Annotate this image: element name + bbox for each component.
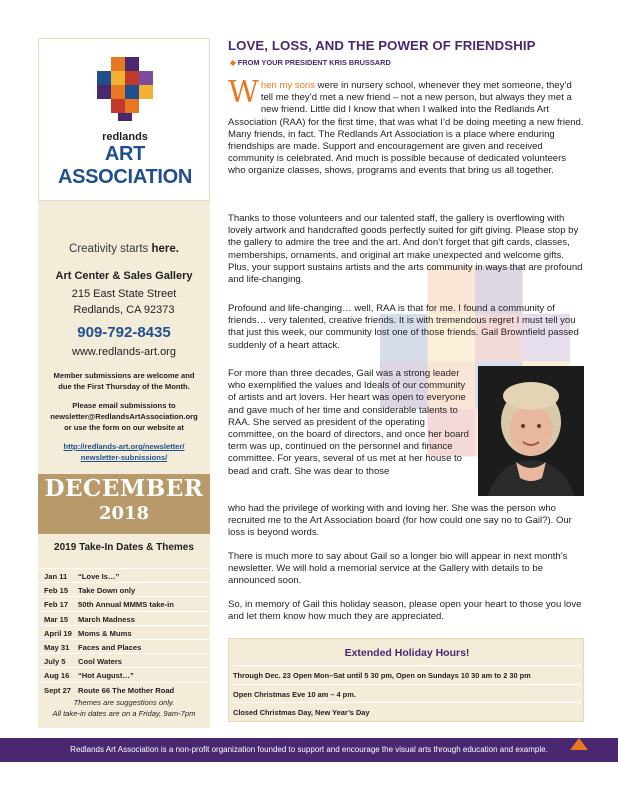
takein-date: Sept 27 (44, 685, 72, 695)
drop-cap: W (228, 75, 259, 110)
sidebar (38, 38, 210, 728)
takein-date: Feb 17 (44, 600, 69, 610)
paragraph-4-wrapped: For more than three decades, Gail was a strong leader who exemplified the values and Ideals of our community of artists and art lovers. Her heart was open to everyone and gave much of her time and considerable talents to RAA. She served as president of the operating committee, on the board of directors, and once her board term was up, continued on the personnel and finance committee. For years, several of us met at her house to bead and craft. She was dear to those (228, 368, 469, 477)
portrait-photo (478, 366, 584, 496)
footer-band (0, 738, 618, 762)
takein-date: Mar 15 (44, 614, 69, 624)
lead-in: hen my sons (260, 80, 315, 91)
takein-date: April 19 (44, 628, 72, 638)
takein-theme: Route 66 The Mother Road (78, 685, 175, 695)
holiday-hours-box (228, 638, 584, 722)
takein-foot-1: Themes are suggestions only. (73, 698, 175, 707)
logo-block (38, 38, 210, 201)
submission-link[interactable]: http://redlands-art.org/newsletter/ newsletter-subnissions/ (63, 442, 185, 462)
paragraph-2: Thanks to those volunteers and our talented staff, the gallery is overflowing with lovely artwork and handcrafted goods perfectly suited for gift giving. Please stop by the gallery to admire the tree and the art. And don’t forget that gift cards, classes, memberships, ornaments, and original art make unexpected and welcome gifts. Plus, your support sustains artists and the arts community in ways that are profound and life-changing. (228, 213, 583, 286)
takein-row (38, 625, 210, 639)
tagline-text: Creativity starts (69, 243, 152, 255)
address-title: Art Center & Sales Gallery (55, 270, 193, 282)
takein-foot-2: All take-in dates are on a Friday, 9am-7pm (52, 709, 196, 718)
address-line-2: Redlands, CA 92373 (73, 304, 175, 316)
takein-date: Jan 11 (44, 572, 68, 581)
takein-row (38, 653, 210, 667)
takein-theme: “Love Is…” (78, 572, 120, 581)
takein-date: Aug 16 (44, 671, 70, 681)
website-link[interactable]: www.redlands-art.org (72, 346, 176, 358)
article-headline: LOVE, LOSS, AND THE POWER OF FRIENDSHIP (228, 38, 536, 53)
issue-month: DECEMBER (44, 475, 204, 502)
hours-line-1: Through Dec. 23 Open Mon–Sat until 5 30 pm, Open on Sundays 10 30 am to 2 30 pm (233, 665, 581, 680)
member-note: Member submissions are welcome and due the First Thursday of the Month. (53, 371, 195, 391)
takein-theme: “Hot August…” (78, 671, 134, 681)
takein-theme: Cool Waters (78, 657, 123, 667)
takein-row (38, 682, 210, 696)
takein-date: July 5 (44, 657, 66, 667)
takein-row (38, 611, 210, 625)
email-note: Please email submissions to newsletter@RedlandsArtAssociation.org or use the form on our website at (50, 401, 198, 432)
takein-theme: March Madness (78, 614, 135, 624)
takein-row (38, 568, 210, 582)
takein-theme: Moms & Mums (78, 628, 132, 638)
hours-title: Extended Holiday Hours! (344, 647, 470, 659)
portrait-icon (478, 366, 584, 496)
takein-theme: 50th Annual MMMS take-in (78, 600, 174, 610)
tagline (38, 243, 210, 255)
takein-theme: Take Down only (78, 586, 136, 596)
byline-text: FROM YOUR PRESIDENT KRIS BRUSSARD (237, 58, 391, 67)
hours-line-3: Closed Christmas Day, New Year’s Day (233, 702, 581, 717)
logo-subtitle: redlands (102, 131, 148, 143)
address-line-1: 215 East State Street (71, 288, 177, 300)
paragraph-6: So, in memory of Gail this holiday season, please open your heart to those you love and let them know how much they are appreciated. (228, 599, 582, 623)
triangle-icon (570, 738, 588, 750)
takein-row (38, 639, 210, 653)
takein-title: 2019 Take-In Dates & Themes (54, 542, 194, 553)
raa-logo-icon (97, 57, 153, 121)
takein-row (38, 667, 210, 681)
paragraph-1-text: were in nursery school, whenever they met someone, they’d tell me they’d met a new friend – not a new person, but always they met a new friend. Little did I know that when I walked into the Redlands Art Association (RAA) for the first time, that was what I’d be doing meeting a new friend. Many friends, in fact. The Redlands Art Association is a place where enduring friendships are made. Support and encouragement are given and received community is celebrated. And much is possible because of dedicated volunteers who organize classes, shows, programs and events that bring us all together. (228, 80, 584, 177)
takein-date: May 31 (44, 643, 70, 652)
paragraph-1 (228, 75, 584, 178)
paragraph-3: Profound and life-changing… well, RAA is that for me. I found a community of friends… very talented, creative friends. It is with tremendous regret I must tell you that just this week, our community lost one of those friends. Gail Brownfield passed suddenly of a heart attack. (228, 303, 579, 351)
takein-theme: Faces and Places (78, 643, 142, 652)
paragraph-4-full: who had the privilege of working with and loving her. She was the person who recruited me to the Art Association board (for how could one say no to Gail?). Our loss is beyond words. (228, 503, 572, 539)
tagline-emphasis: here. (151, 243, 179, 255)
logo-title: ART ASSOCIATION (57, 143, 193, 188)
takein-date: Feb 15 (44, 586, 69, 596)
paragraph-5: There is much more to say about Gail so a longer bio will appear in next month’s newsletter. We will hold a memorial service at the Gallery with details to be announced soon. (228, 551, 568, 587)
article-byline (230, 58, 391, 67)
footer-text: Redlands Art Association is a non-profit organization founded to support and encourage the visual arts through education and example. (70, 745, 548, 754)
issue-year: 2018 (98, 503, 150, 524)
hours-line-2: Open Christmas Eve 10 am – 4 pm. (233, 684, 581, 699)
takein-row (38, 582, 210, 596)
takein-row (38, 596, 210, 610)
phone-number: 909-792-8435 (77, 324, 171, 341)
diamond-icon: ◆ (230, 58, 236, 67)
